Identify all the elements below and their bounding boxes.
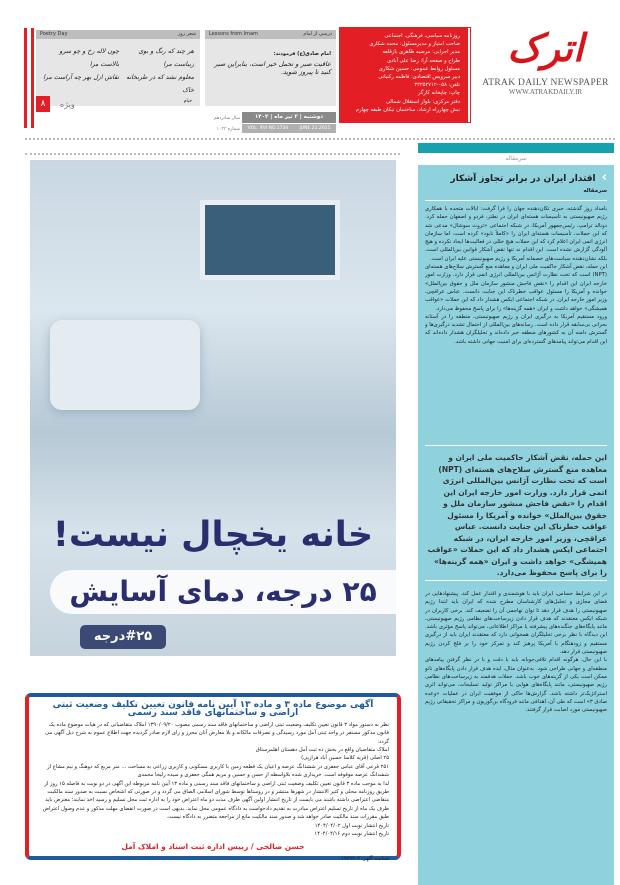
lessons-label-en: Lessons from Imam (209, 31, 258, 37)
legal-notice (25, 693, 401, 860)
editorial-header-bar (418, 143, 614, 153)
editorial-section-label: سرمقاله (505, 155, 527, 162)
notice-line: تاریخ انتشار نوبت دوم ۱۴۰۴/۰۴/۱۶ (314, 831, 389, 838)
poetry-box (36, 30, 200, 106)
page-number: ۸ (36, 96, 50, 112)
poetry-label-en: Poetry Day (40, 31, 68, 37)
editorial-body-top (425, 205, 607, 440)
notice-signature: حسن صالحی / رییس اداره ثبت اسناد و املاک آمل (121, 841, 305, 851)
notice-title: آگهی موضوع ماده ۳ و ماده ۱۳ آیین نامه قانون تعیین تکلیف وضعیت ثبتی اراضی و ساختمانهای فاقد سند رسمی (52, 700, 374, 719)
imprint-line: چاپ: چاپخانه کارگر (418, 90, 460, 97)
date-en-bar (242, 124, 336, 133)
paragraph: بامداد روز گذشته، خبری تکان‌دهنده جهان را فرا گرفت: ایالات متحده با همکاری رژیم صهیونیستی به تأسیسات هسته‌ای ایران در نطنز، فردو و اصفهان حمله کرد. دونالد ترامپ، رئیس‌جمهور آمریکا، در شبکه اجتماعی «تروث سوشال» مدعی شد که این حملات، تأسیسات هسته‌ای ایران را «کاملاً نابود» کرده است. اما سازمان انرژی اتمی ایران اعلام کرد که این حملات هیچ خللی در فعالیت‌ها ایجاد نکرده و هیچ آلودگی گزارش نشده است. این اقدام نه تنها نقض آشکار قوانین بین‌المللی است، بلکه نشان‌دهنده سیاست‌های خصمانه آمریکا و رژیم صهیونیستی علیه ایران است. (425, 206, 607, 262)
red-bars-decoration (24, 28, 34, 128)
logo-url: WWW.ATRAKDAILY.IR (508, 88, 583, 96)
paragraph: این حمله، نقض آشکار حاکمیت ملی ایران و معاهده منع گسترش سلاح‌های هسته‌ای (NPT) است که تحت نظارت آژانس بین‌المللی انرژی اتمی قرار دارد. وزارت امور خارجه ایران این اقدام را «نقض فاحش منشور سازمان ملل و حقوق بین‌الملل» خوانده و آمریکا را مسئول عواقب خطرناک این جنایت دانست. عباس عراقچی، وزیر امور خارجه ایران، در شبکه اجتماعی ایکس هشدار داد که این حملات «عواقب همیشگی» خواهد داشت و ایران «همه گزینه‌ها» را برای پاسخ محفوظ می‌دارد. (425, 264, 607, 312)
divider (425, 580, 607, 581)
paragraph: در این شرایط حساس، ایران باید با هوشمندی و اقتدار عمل کند. پیشنهادهایی در فضای مجازی و تحلیل‌های کارشناسان مطرح شده که ایران باید ابتدا رژیم صهیونیستی را هدف قرار دهد تا توان تهاجمی آن را تضعیف کند. برخی کاربران در شبکه ایکس معتقدند که هدف قرار دادن زیرساخت‌های نظامی رژیم صهیونیستی، مانند پایگاه‌های جنگنده‌های پیشرفته یا مراکز اطلاعاتی، می‌تواند پاسخ مؤثری باشد. این دیدگاه با نظر برخی تحلیلگران همخوانی دارد که معتقدند ایران باید از درگیری مستقیم و زودهنگام با آمریکا پرهیز کند و تمرکز خود را بر فلج کردن رژیم صهیونیستی قرار دهد. (425, 591, 607, 656)
notice-line: نظر به دستور مواد ۳ قانون تعیین تکلیف وضعیت ثبتی اراضی و ساختمانهای فاقد سند رسمی مصوب ۱۳۹۰/۰۹/۲۰ املاک متقاضیانی که در هیات موضوع ماده یک قانون مذکور مستقر در واحد ثبتی آمل مورد رسیدگی و تصرفات مالکانه و بلا معارض آنان محرز و رای لازم صادر گردیده جهت اطلاع عموم به شرح ذیل آگهی می گردد: (45, 721, 389, 745)
divider (25, 153, 400, 155)
notice-line: ۲۵ اصلی (قریه کلاسا حسین آباد هرازپی) (301, 755, 389, 762)
paragraph: با این حال، هرگونه اقدام تلافی‌جویانه باید با دقت و با در نظر گرفتن پیامدهای منطقه‌ای و جهانی طراحی شود. به‌عنوان مثال، ایده هدف قرار دادن پایگاه‌های ناتو ممکن است یکی از گزینه‌های خوب باشد. حملات هدفمند به زیرساخت‌های نظامی رژیم صهیونیستی، مانند پایگاه‌های هوایی یا مراکز تولید تسلیحات، می‌تواند اثری استراتژیک‌تر داشته باشد. گزارش‌ها حاکی از موفقیت ایران در عملیات «وعده صادق ۳» است که طی آن، اهدافی مانند فرودگاه بن‌گوریون و مراکز تحقیقاتی رژیم صهیونیستی مورد اصابت قرار گرفتند. (425, 657, 607, 714)
imprint-line: مدیر اجرایی: مرضیه ظاهری بازقلعه (382, 49, 460, 56)
editorial-title: › اقتدار ایران در برابر تجاوز آشکار (425, 170, 607, 185)
notice-line: املاک متقاضیان واقع در بخش ده ثبت آمل دهستان اهلمرستاق (255, 747, 389, 754)
notice-id: شناسه آگهی ۱۹۲۹۹۰۲ (340, 855, 389, 862)
date-fa: دوشنبه | ۲ تیر ماه | ۱۴۰۴ (242, 112, 336, 123)
feature-headline: خانه یخچال نیست! (52, 515, 374, 555)
imprint-line: طراح و صفحه آرا: رضا علی آبادی (387, 57, 460, 64)
poet-name: خیام (183, 99, 192, 104)
poetry-verse: هر چند که رنگ و بوی زیباست مرا (138, 48, 194, 68)
divider (25, 138, 615, 140)
year-issue (205, 113, 240, 135)
lessons-label-fa: درسی از امام (303, 31, 332, 37)
year-label: سال شانزدهم (213, 116, 240, 121)
poetry-verse: معلوم نشد که در طربخانه خاک (126, 74, 194, 94)
imprint-line: دبیر سرویس اقتصادی: فاطمه رکنیانی (378, 74, 460, 81)
notice-line: لذا به موجب ماده ۳ قانون تعیین تکلیف وضعیت ثبتی اراضی و ساختمانهای فاقد سند رسمی و ماده ۱۳ آیین نامه مربوطه این آگهی در دو نوبت به فاصله ۱۵ روز از طریق روزنامه محلی و کثیر الانتشار در شهرها منتشر و در روستاها توسط شورای اسلامی الصاق می گردد و در صورتی که اشخاص نسبت به صدور سند مالکیت متقاضی اعتراضی داشته باشند می بایست از تاریخ انتشار اولین آگهی ظرف مدت دو ماه اعتراض خود را به اداره ثبت محل تسلیم و رسید اخذ نمایند؛ معترض باید ظرف یک ماه از تاریخ تسلیم اعتراض مبادرت به تقدیم دادخواست به دادگاه عمومی محل نماید. بدیهی است در صورت انقضای مهلت مذکور و عدم وصول اعتراض طبق مقررات سند مالکیت صادر خواهد شد و صدور سند مالکیت مانع از مراجعه متضرر به دادگاه نیست. (42, 780, 389, 821)
frozen-tv (200, 200, 340, 280)
imprint-line: روزنامه سیاسی، فرهنگی، اجتماعی (384, 33, 460, 39)
poetry-verse: نقاش ازل بهر چه آراست مرا (43, 74, 120, 81)
lessons-intro: امام صادق(ع) فرمودند: (273, 51, 331, 57)
imprint-box (340, 28, 470, 122)
issue-number: شماره ۱۰۳۳ (216, 127, 240, 132)
feature-photo (30, 160, 396, 656)
volume: VOL. XVI NO.1734 (247, 126, 289, 131)
logo-mark: اترک (507, 25, 584, 70)
editorial-body-bottom (425, 590, 607, 880)
logo-name-en: ATRAK DAILY NEWSPAPER (482, 78, 609, 88)
imprint-line: صاحب امتیاز و مدیرمسئول: محمد شکاری (369, 41, 460, 48)
poetry-verse: چون لاله رخ و چو سرو بالاست مرا (59, 48, 120, 68)
date-en: JUNE.23.2025 (299, 126, 331, 131)
notice-line: تاریخ انتشار نوبت اول ۱۴۰۴/۰۴/۰۲ (314, 822, 389, 829)
imprint-line: مسئول روابط عمومی: حسین شکاری (378, 65, 460, 72)
imprint-line: دفتر مرکزی: بلوار استقلال شمالی (385, 98, 460, 105)
pull-quote: این حمله، نقض آشکار حاکمیت ملی ایران و معاهده منع گسترش سلاح‌های هسته‌ای (NPT) است که تحت نظارت آژانس بین‌المللی انرژی اتمی قرار دارد. وزارت امور خارجه ایران این اقدام را «نقض فاحش منشور سازمان ملل و حقوق بین‌الملل» خوانده و آمریکا را مسئول عواقب خطرناک این جنایت دانست. عباس عراقچی، وزیر امور خارجه ایران، در شبکه اجتماعی ایکس هشدار داد که این حملات «عواقب همیشگی» خواهد داشت و ایران «همه گزینه‌ها» را برای پاسخ محفوظ می‌دارد. (425, 445, 607, 579)
editorial-kicker: سرمقاله (425, 188, 607, 201)
notice-line: ۲۵۱ فرعی آقای عباس جعفری در ششدانگ عرصه و اعیان یک قطعه زمین با کاربری مسکونی و کاربری زراعی به مساحت ... متر مربع که دوهنگ و نیم مشاع از ششدانگ عرصه موقوفه است. خریداری شده بلاواسطه از حسن و حسین و مریم همگی جعفری و سیده زلیخا محمدی (47, 763, 389, 779)
imprint-line: تلفن: ۰۵۸-۳۲۲۵۲۷۱۲ (414, 82, 460, 89)
imprint-line: نبش چهارراه ارشاد، ساختمان نیکان طبقه چهارم (355, 106, 460, 113)
frozen-sofa (50, 320, 200, 410)
feature-hashtag: #۲۵درجه (80, 625, 166, 649)
lessons-box (205, 30, 336, 106)
poetry-label-fa: شعر روز (177, 31, 196, 37)
lessons-text: عاقبت صبر و تحمل خیر است، بنابراین صبر کنید تا پیروز شوید. (214, 60, 331, 76)
feature-subhead: ۲۵ درجه، دمای آسایش (50, 570, 396, 614)
paragraph: ورود مستقیم آمریکا به درگیری ایران و رژیم صهیونیستی، منطقه را در آستانه بحرانی بی‌سابقه قرار داده است. رسانه‌های بین‌المللی از احتمال تشدید درگیری‌ها و گسترش دامنه آن به کشورهای منطقه خبر داده‌اند و تحلیلگران هشدار داده‌اند که این اقدام می‌تواند پیامدهای گسترده‌ای برای امنیت جهانی داشته باشد. (425, 313, 607, 345)
atrak-logo[interactable] (478, 18, 613, 128)
section-label: ویژه (60, 100, 75, 109)
